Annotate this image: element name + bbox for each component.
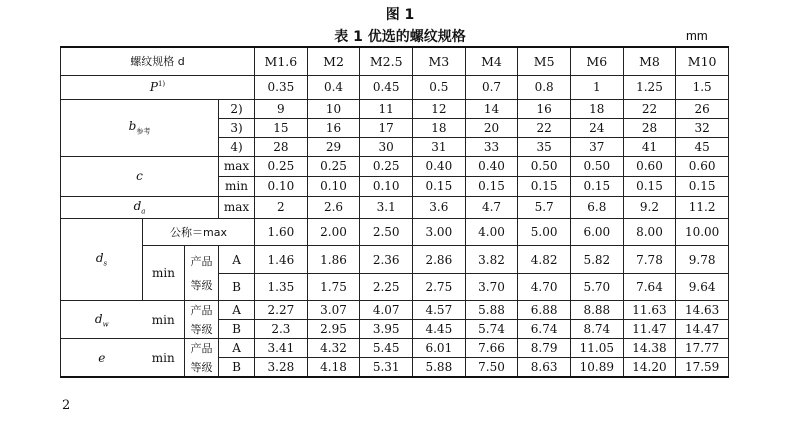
size-header: M2.5 [360,47,413,75]
grade-key: B [219,358,255,377]
grade-key: B [219,320,255,339]
cell-value: 2.75 [413,274,466,301]
size-header: M5 [518,47,571,75]
grade-key: A [219,339,255,358]
header-label-cell [61,47,255,75]
grade-label [185,246,219,301]
cell-value: 1.86 [307,246,360,274]
cell-value: 17 [360,118,413,137]
symbol-d: d [95,251,104,266]
cell-value: 2.25 [360,274,413,301]
page-number: 2 [62,398,71,413]
cell-value: 0.10 [255,176,308,196]
grade-key: A [219,246,255,274]
cell-value: 28 [623,118,676,137]
symbol-d: d [133,199,142,214]
row-ds-a [61,246,729,274]
cell-value: 1.60 [255,218,308,245]
cell-value: 0.25 [360,156,413,176]
cell-value: 16 [307,118,360,137]
cell-value: 4.82 [518,246,571,274]
unit-label: mm [686,28,708,43]
symbol-e: e [98,350,106,365]
subscript: a [141,207,146,216]
cell-value: 2.95 [307,320,360,339]
cell-value: 3.1 [360,196,413,218]
cell-value: 29 [307,137,360,156]
footnote-cell: 4) [219,137,255,156]
cell-value: 5.88 [413,358,466,377]
footnote-ref: 1) [157,80,166,89]
row-dw-a [61,301,729,320]
cell-value: 5.82 [570,246,623,274]
size-header: M8 [623,47,676,75]
cell-value: 9.64 [676,274,729,301]
cell-value: 11.47 [623,320,676,339]
min-key: min [143,301,185,339]
cell-value: 11.05 [570,339,623,358]
size-header: M1.6 [255,47,308,75]
size-header: M10 [676,47,729,75]
cell-value: 22 [518,118,571,137]
cell-value: 9.2 [623,196,676,218]
nominal-key [143,218,255,245]
cell-value: 14 [465,99,518,118]
cell-value: 0.15 [413,176,466,196]
cell-value: 14.38 [623,339,676,358]
cell-value: 5.70 [570,274,623,301]
footnote-cell: 2) [219,99,255,118]
grade-label-line2: 等级 [190,361,213,375]
cell-value: 10.89 [570,358,623,377]
cell-value: 7.78 [623,246,676,274]
row-c-max [61,156,729,176]
cell-value: 0.10 [307,176,360,196]
cell-value: 9.78 [676,246,729,274]
cell-value: 0.4 [307,75,360,99]
table-title: 表 1 优选的螺纹规格 [334,29,466,45]
cell-value: 35 [518,137,571,156]
cell-value: 2.50 [360,218,413,245]
limit-key: min [219,176,255,196]
cell-value: 1.25 [623,75,676,99]
subscript: 参考 [136,127,151,136]
cell-value: 4.7 [465,196,518,218]
cell-value: 7.64 [623,274,676,301]
cell-value: 2.36 [360,246,413,274]
cell-value: 1.46 [255,246,308,274]
cell-value: 8.79 [518,339,571,358]
cell-value: 32 [676,118,729,137]
cell-value: 0.15 [623,176,676,196]
cell-value: 6.8 [570,196,623,218]
cell-value: 0.15 [676,176,729,196]
cell-value: 4.45 [413,320,466,339]
cell-value: 0.40 [413,156,466,176]
cell-value: 2.6 [307,196,360,218]
footnote-cell: 3) [219,118,255,137]
cell-value: 4.18 [307,358,360,377]
cell-value: 12 [413,99,466,118]
symbol-p: P [149,80,158,95]
size-header: M2 [307,47,360,75]
cell-value: 7.50 [465,358,518,377]
cell-value: 15 [255,118,308,137]
cell-value: 5.7 [518,196,571,218]
cell-value: 30 [360,137,413,156]
cell-value: 17.77 [676,339,729,358]
cell-value: 0.60 [623,156,676,176]
row-b-1 [61,99,729,118]
cell-value: 9 [255,99,308,118]
cell-value: 0.15 [570,176,623,196]
cell-value: 11.63 [623,301,676,320]
cell-value: 14.20 [623,358,676,377]
size-header: M4 [465,47,518,75]
cell-value: 3.28 [255,358,308,377]
cell-value: 11.2 [676,196,729,218]
cell-value: 28 [255,137,308,156]
cell-value: 18 [413,118,466,137]
cell-value: 0.25 [255,156,308,176]
min-key: min [143,246,185,301]
cell-value: 2 [255,196,308,218]
row-pitch [61,75,729,99]
header-label: 螺纹规格 d [130,55,185,69]
grade-key: A [219,301,255,320]
cell-value: 1 [570,75,623,99]
cell-value: 2.86 [413,246,466,274]
cell-value: 3.07 [307,301,360,320]
cell-value: 45 [676,137,729,156]
row-da [61,196,729,218]
cell-value: 0.45 [360,75,413,99]
cell-value: 5.31 [360,358,413,377]
cell-value: 31 [413,137,466,156]
cell-value: 0.50 [518,156,571,176]
cell-value: 20 [465,118,518,137]
cell-value: 6.88 [518,301,571,320]
cell-value: 5.74 [465,320,518,339]
grade-label-line1: 产品 [190,304,213,318]
cell-value: 14.63 [676,301,729,320]
cell-value: 5.45 [360,339,413,358]
subscript: w [102,319,109,328]
cell-value: 8.00 [623,218,676,245]
cell-value: 0.7 [465,75,518,99]
nominal-label: 公称＝max [170,225,227,239]
cell-value: 0.40 [465,156,518,176]
row-label [61,99,219,156]
cell-value: 22 [623,99,676,118]
cell-value: 5.88 [465,301,518,320]
row-label [61,301,143,339]
row-label [61,339,143,377]
cell-value: 0.5 [413,75,466,99]
cell-value: 0.25 [307,156,360,176]
symbol-d: d [94,311,103,326]
cell-value: 16 [518,99,571,118]
cell-value: 18 [570,99,623,118]
row-e-a [61,339,729,358]
cell-value: 5.00 [518,218,571,245]
cell-value: 3.82 [465,246,518,274]
cell-value: 1.5 [676,75,729,99]
cell-value: 33 [465,137,518,156]
row-label [61,218,143,300]
cell-value: 6.74 [518,320,571,339]
limit-key: max [219,156,255,176]
cell-value: 0.50 [570,156,623,176]
cell-value: 3.00 [413,218,466,245]
subscript: s [103,259,108,268]
cell-value: 8.63 [518,358,571,377]
grade-label-line2: 等级 [190,279,213,293]
cell-value: 11 [360,99,413,118]
cell-value: 6.01 [413,339,466,358]
header-row [61,47,729,75]
cell-value: 3.95 [360,320,413,339]
cell-value: 4.70 [518,274,571,301]
row-label [61,75,255,99]
cell-value: 7.66 [465,339,518,358]
cell-value: 0.35 [255,75,308,99]
cell-value: 4.32 [307,339,360,358]
grade-label-line1: 产品 [190,342,213,356]
grade-key: B [219,274,255,301]
size-header: M6 [570,47,623,75]
cell-value: 1.35 [255,274,308,301]
cell-value: 26 [676,99,729,118]
cell-value: 0.10 [360,176,413,196]
figure-label: 图 1 [385,7,415,23]
row-ds-nominal [61,218,729,245]
cell-value: 0.15 [518,176,571,196]
cell-value: 14.47 [676,320,729,339]
grade-label [185,339,219,377]
cell-value: 2.00 [307,218,360,245]
symbol-c: c [136,169,143,184]
cell-value: 0.8 [518,75,571,99]
row-label [61,156,219,196]
thread-spec-table [60,46,729,378]
cell-value: 10 [307,99,360,118]
grade-label-line2: 等级 [190,323,213,337]
cell-value: 3.70 [465,274,518,301]
size-header: M3 [413,47,466,75]
cell-value: 0.15 [465,176,518,196]
grade-label [185,301,219,339]
cell-value: 4.07 [360,301,413,320]
symbol-b: b [128,119,137,134]
cell-value: 8.74 [570,320,623,339]
cell-value: 1.75 [307,274,360,301]
min-key: min [143,339,185,377]
cell-value: 8.88 [570,301,623,320]
cell-value: 0.60 [676,156,729,176]
cell-value: 24 [570,118,623,137]
cell-value: 41 [623,137,676,156]
row-label [61,196,219,218]
cell-value: 17.59 [676,358,729,377]
cell-value: 3.41 [255,339,308,358]
cell-value: 2.27 [255,301,308,320]
limit-key: max [219,196,255,218]
cell-value: 3.6 [413,196,466,218]
cell-value: 4.00 [465,218,518,245]
grade-label-line1: 产品 [190,255,213,269]
cell-value: 6.00 [570,218,623,245]
cell-value: 2.3 [255,320,308,339]
cell-value: 10.00 [676,218,729,245]
cell-value: 37 [570,137,623,156]
cell-value: 4.57 [413,301,466,320]
